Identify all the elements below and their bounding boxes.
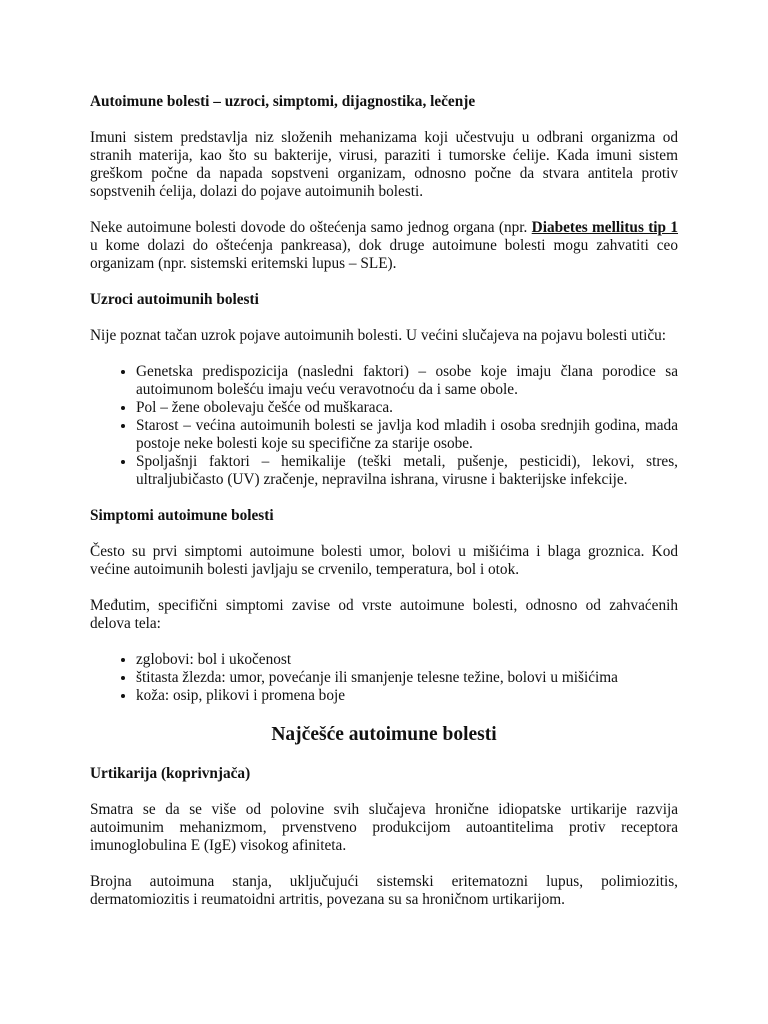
- list-item: • zglobovi: bol i ukočenost: [136, 651, 678, 669]
- organs-paragraph: [90, 219, 678, 273]
- list-item: • koža: osip, plikovi i promena boje: [136, 687, 678, 705]
- causes-heading: Uzroci autoimunih bolesti: [90, 291, 259, 308]
- intro-paragraph: Imuni sistem predstavlja niz složenih mehanizama koji učestvuju u odbrani organizma od stranih materija, kao što su bakterije, virusi, paraziti i tumorske ćelije. Kada imuni sistem greškom počne da napada sopstveni organizam, odnosno počne da stvara antitela protiv sopstvenih ćelija, dolazi do pojave autoimunih bolesti.: [90, 129, 678, 200]
- symptoms-paragraph-1: Često su prvi simptomi autoimune bolesti umor, bolovi u mišićima i blaga groznica. Kod većine autoimunih bolesti javljaju se crvenilo, temperatura, bol i otok.: [90, 543, 678, 578]
- symptoms-list: [90, 651, 678, 705]
- list-item: • Genetska predispozicija (nasledni faktori) – osobe koje imaju člana porodice sa autoimunom bolešću imaju veću veravotnoću da i same obole.: [136, 363, 678, 399]
- list-item: • Starost – većina autoimunih bolesti se javlja kod mladih i osoba srednjih godina, mada postoje neke bolesti koje su specifične za starije osobe.: [136, 417, 678, 453]
- organs-paragraph-end: u kome dolazi do oštećenja pankreasa), dok druge autoimune bolesti mogu zahvatiti ceo organizam (npr. sistemski eritemski lupus – SLE).: [90, 237, 678, 272]
- organs-paragraph-start: Neke autoimune bolesti dovode do oštećenja samo jednog organa (npr.: [90, 219, 532, 236]
- list-item: • Pol – žene obolevaju češće od muškaraca.: [136, 399, 678, 417]
- symptoms-heading: Simptomi autoimune bolesti: [90, 507, 274, 524]
- list-item: • Spoljašnji faktori – hemikalije (teški metali, pušenje, pesticidi), lekovi, stres, ultraljubičasto (UV) zračenje, nepravilna ishrana, virusne i bakterijske infekcije.: [136, 453, 678, 489]
- urticaria-paragraph-2: Brojna autoimuna stanja, uključujući sistemski eritematozni lupus, polimiozitis, dermatomiozitis i reumatoidni artritis, povezana su sa hroničnom urtikarijom.: [90, 873, 678, 908]
- urticaria-paragraph-1: Smatra se da se više od polovine svih slučajeva hronične idiopatske urtikarije razvija autoimunim mehanizmom, prvenstveno produkcijom autoantitelima protiv receptora imunoglobulina E (IgE) visokog afiniteta.: [90, 801, 678, 854]
- symptoms-paragraph-2: Međutim, specifični simptomi zavise od vrste autoimune bolesti, odnosno od zahvaćenih delova tela:: [90, 597, 678, 632]
- causes-list: [90, 363, 678, 489]
- common-diseases-heading: Najčešće autoimune bolesti: [271, 724, 497, 745]
- document-title: Autoimune bolesti – uzroci, simptomi, dijagnostika, lečenje: [90, 93, 476, 110]
- causes-intro: Nije poznat tačan uzrok pojave autoimunih bolesti. U većini slučajeva na pojavu bolesti utiču:: [90, 327, 667, 344]
- document-content: [90, 93, 678, 909]
- list-item: • štitasta žlezda: umor, povećanje ili smanjenje telesne težine, bolovi u mišićima: [136, 669, 678, 687]
- urticaria-heading: Urtikarija (koprivnjača): [90, 765, 251, 782]
- diabetes-link[interactable]: Diabetes mellitus tip 1: [531, 219, 679, 236]
